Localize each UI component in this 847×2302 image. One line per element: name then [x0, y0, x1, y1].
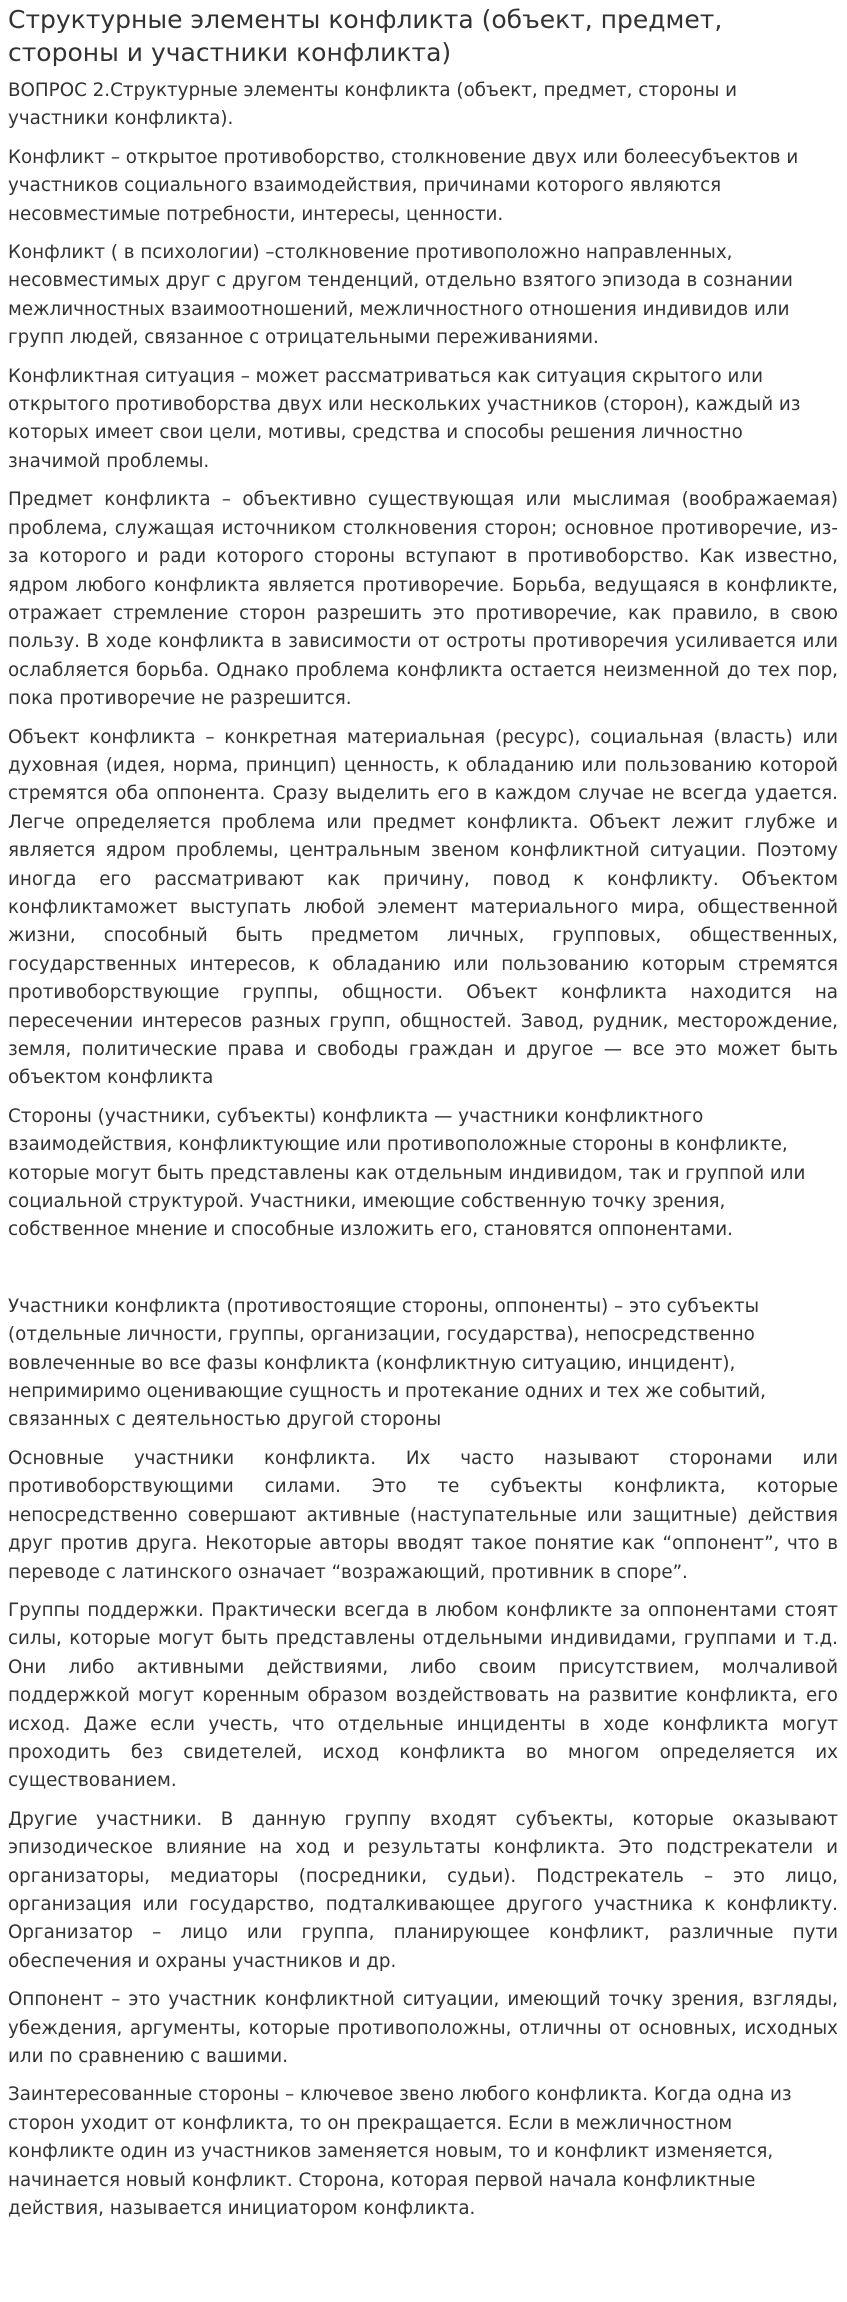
- paragraph-opponent: Оппонент – это участник конфликтной ситуации, имеющий точку зрения, взгляды, убеждения, аргументы, которые противоположны, отличны от основных, исходных или по сравнению с вашими.: [8, 1989, 838, 2067]
- paragraph-other-participants: Другие участники. В данную группу входят субъекты, которые оказывают эпизодическое влияние на ход и результаты конфликта. Это подстрекатели и организаторы, медиаторы (посредники, судьи). Подстрекатель – это лицо, организация или государство, подталкивающее другого участника к конфликту. Организатор – лицо или группа, планирующее конфликт, различные пути обеспечения и охраны участников и др.: [8, 1808, 838, 1972]
- paragraph-conflict-sides: Стороны (участники, субъекты) конфликта — участники конфликтного взаимодействия, конфликтующие или противоположные стороны в конфликте, которые могут быть представлены как отдельным индивидом, так и группой или социальной структурой. Участники, имеющие собственную точку зрения, собственное мнение и способные изложить его, становятся оппонентами.: [8, 1105, 806, 1241]
- paragraph-conflict-definition: Конфликт – открытое противоборство, столкновение двух или болеесубъектов и участников социального взаимодействия, причинами которого являются несовместимые потребности, интересы, ценности.: [8, 146, 799, 225]
- blank-spacer: [8, 1255, 838, 1293]
- paragraph-participants: Участники конфликта (противостоящие стороны, оппоненты) – это субъекты (отдельные личности, группы, организации, государства), непосредственно вовлеченные во все фазы конфликта (конфликтную ситуацию, инцидент), непримиримо оценивающие сущность и протекание одних и тех же событий, связанных с деятельностью другой стороны: [8, 1295, 766, 1431]
- paragraph-conflict-psychology: Конфликт ( в психологии) –столкновение противоположно направленных, несовместимых друг с другом тенденций, отдельно взятого эпизода в сознании межличностных взаимоотношений, межличностного отношения индивидов или групп людей, связанное с отрицательными переживаниями.: [8, 242, 793, 349]
- page-title: Структурные элементы конфликта (объект, предмет, стороны и участники конфликта): [8, 5, 723, 67]
- paragraph-conflict-object: Объект конфликта – конкретная материальная (ресурс), социальная (власть) или духовная (идея, норма, принцип) ценность, к обладанию или пользованию которой стремятся оба оппонента. Сразу выделить его в каждом случае не всегда удается. Легче определяется проблема или предмет конфликта. Объект лежит глубже и является ядром проблемы, центральным звеном конфликтной ситуации. Поэтому иногда его рассматривают как причину, повод к конфликту. Объектом конфликтаможет выступать любой элемент материального мира, общественной жизни, способный быть предметом личных, групповых, общественных, государственных интересов, к обладанию или пользованию которым стремятся противоборствующие группы, общности. Объект конфликта находится на пересечении интересов разных групп, общностей. Завод, рудник, месторождение, земля, политические права и свободы граждан и другое — все это может быть объектом конфликта: [8, 726, 838, 1089]
- article: [8, 0, 838, 2233]
- paragraph-conflict-subject: Предмет конфликта – объективно существующая или мыслимая (воображаемая) проблема, служащая источником столкновения сторон; основное противоречие, из-за которого и ради которого стороны вступают в противоборство. Как известно, ядром любого конфликта является противоречие. Борьба, ведущаяся в конфликте, отражает стремление сторон разрешить это противоречие, как правило, в свою пользу. В ходе конфликта в зависимости от остроты противоречия усиливается или ослабляется борьба. Однако проблема конфликта остается неизменной до тех пор, пока противоречие не разрешится.: [8, 489, 838, 710]
- paragraph-main-participants: Основные участники конфликта. Их часто называют сторонами или противоборствующими силами. Это те субъекты конфликта, которые непосредственно совершают активные (наступательные или защитные) действия друг против друга. Некоторые авторы вводят такое понятие как “оппонент”, что в переводе с латинского означает “возражающий, противник в споре”.: [8, 1447, 838, 1583]
- paragraph-support-groups: Группы поддержки. Практически всегда в любом конфликте за оппонентами стоят силы, которые могут быть представлены отдельными индивидами, группами и т.д. Они либо активными действиями, либо своим присутствием, молчаливой поддержкой могут коренным образом воздействовать на развитие конфликта, его исход. Даже если учесть, что отдельные инциденты в ходе конфликта могут проходить без свидетелей, исход конфликта во многом определяется их существованием.: [8, 1599, 838, 1792]
- question-heading: ВОПРОС 2.Структурные элементы конфликта (объект, предмет, стороны и участники конфликта).: [8, 80, 738, 130]
- paragraph-conflict-situation: Конфликтная ситуация – может рассматриваться как ситуация скрытого или открытого противоборства двух или нескольких участников (сторон), каждый из которых имеет свои цели, мотивы, средства и способы решения личностно значимой проблемы.: [8, 365, 801, 472]
- paragraph-interested-parties: Заинтересованные стороны – ключевое звено любого конфликта. Когда одна из сторон уходит от конфликта, то он прекращается. Если в межличностном конфликте один из участников заменяется новым, то и конфликт изменяется, начинается новый конфликт. Сторона, которая первой начала конфликтные действия, называется инициатором конфликта.: [8, 2084, 792, 2220]
